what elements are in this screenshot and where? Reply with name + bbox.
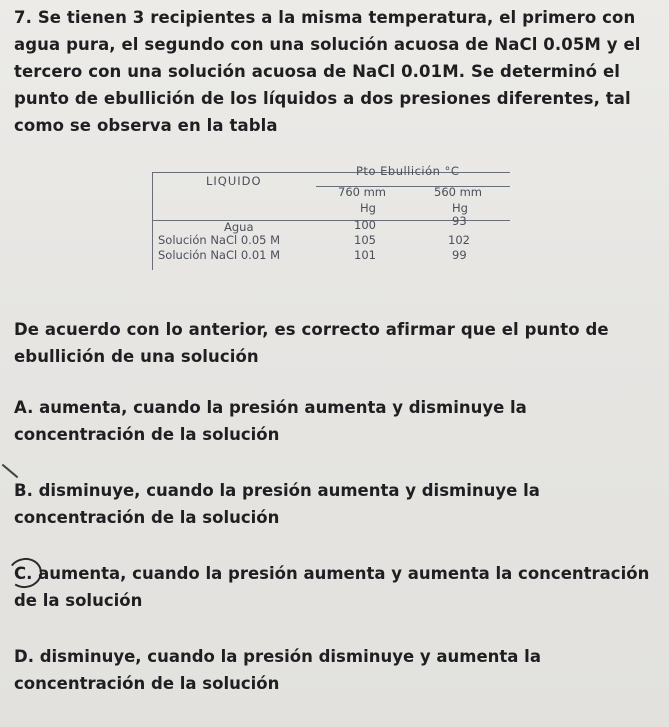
row-value-760: 100 bbox=[354, 218, 376, 232]
boiling-point-table bbox=[148, 164, 514, 272]
pressure-560: 560 mm bbox=[434, 185, 483, 199]
question-body: Se tienen 3 recipientes a la misma temperatura, el primero con agua pura, el segundo con una solución acuosa de NaCl 0.05M y el tercero con una solución acuosa de NaCl 0.01M. Se determinó el punto de ebullición de los líquidos a dos presiones diferentes, tal como se observa en la tabla bbox=[14, 8, 641, 135]
row-value-560: 93 bbox=[452, 214, 467, 228]
option-text: aumenta, cuando la presión aumenta y aumenta la concentración de la solución bbox=[14, 564, 650, 610]
row-value-560: 99 bbox=[452, 248, 467, 262]
row-liquid: Agua bbox=[224, 220, 254, 234]
col-liquid-header: LIQUIDO bbox=[206, 174, 262, 188]
option-text: disminuye, cuando la presión aumenta y disminuye la concentración de la solución bbox=[14, 481, 540, 527]
row-value-760: 105 bbox=[354, 233, 376, 247]
row-liquid: Solución NaCl 0.05 M bbox=[158, 233, 281, 247]
option-text: disminuye, cuando la presión disminuye y aumenta la concentración de la solución bbox=[14, 647, 541, 693]
row-liquid: Solución NaCl 0.01 M bbox=[158, 248, 281, 262]
option-letter: C. bbox=[14, 564, 33, 583]
option-a[interactable] bbox=[14, 394, 659, 448]
option-letter: D. bbox=[14, 647, 34, 666]
table-left-rule bbox=[152, 172, 153, 270]
option-letter: A. bbox=[14, 398, 34, 417]
row-value-560: 102 bbox=[448, 233, 470, 247]
option-c[interactable] bbox=[14, 560, 659, 614]
option-b[interactable] bbox=[14, 477, 659, 531]
option-text: aumenta, cuando la presión aumenta y disminuye la concentración de la solución bbox=[14, 398, 527, 444]
option-d[interactable] bbox=[14, 643, 659, 697]
unit-hg-1: Hg bbox=[360, 201, 376, 215]
lead-text: De acuerdo con lo anterior, es correcto afirmar que el punto de ebullición de una solución bbox=[14, 320, 609, 366]
question-text bbox=[14, 4, 654, 139]
option-letter: B. bbox=[14, 481, 33, 500]
pressure-760: 760 mm bbox=[338, 185, 387, 199]
unit-hg-2: Hg bbox=[452, 201, 468, 215]
row-value-760: 101 bbox=[354, 248, 376, 262]
question-number: 7. bbox=[14, 8, 32, 27]
group-header: Pto Ebullición °C bbox=[356, 164, 460, 178]
